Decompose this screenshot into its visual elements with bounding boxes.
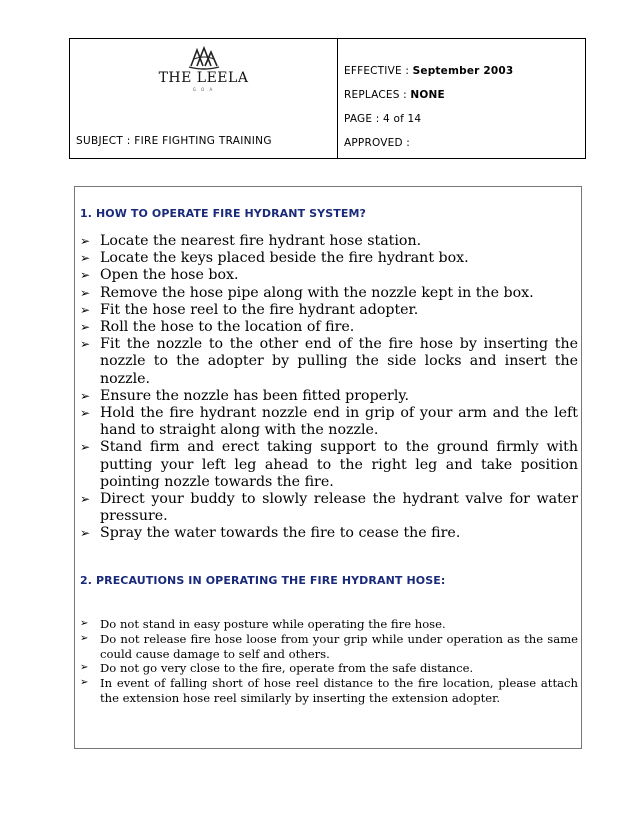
step-text: Roll the hose to the location of fire. xyxy=(100,319,355,336)
document-header xyxy=(69,38,586,159)
list-item xyxy=(80,676,578,706)
arrow-bullet-icon: ➢ xyxy=(80,337,91,352)
list-item xyxy=(80,491,578,525)
list-item xyxy=(80,525,578,542)
arrow-bullet-icon: ➢ xyxy=(80,406,91,421)
step-text: Remove the hose pipe along with the nozzle kept in the box. xyxy=(100,284,534,301)
precaution-text: Do not go very close to the fire, operate from the safe distance. xyxy=(100,661,474,676)
list-item xyxy=(80,233,578,250)
precaution-text: In event of falling short of hose reel distance to the fire location, please attach the extension hose reel similarly by inserting the extension adopter. xyxy=(100,676,578,705)
list-item xyxy=(80,439,578,491)
approved-line: APPROVED : xyxy=(344,137,410,149)
list-item xyxy=(80,302,578,319)
arrow-bullet-icon: ➢ xyxy=(80,268,91,283)
effective-label: EFFECTIVE : xyxy=(344,65,413,77)
step-text: Hold the fire hydrant nozzle end in grip of your arm and the left hand to straight along with the nozzle. xyxy=(100,405,578,439)
list-item xyxy=(80,388,578,405)
arrow-bullet-icon: ➢ xyxy=(80,388,91,403)
step-text: Stand firm and erect taking support to the ground firmly with putting your left leg ahead to the right leg and take position pointing nozzle towards the fire. xyxy=(100,439,578,490)
operation-steps-list xyxy=(80,233,578,543)
section-heading-hydrant-operation: 1. HOW TO OPERATE FIRE HYDRANT SYSTEM? xyxy=(80,207,366,220)
company-logo xyxy=(70,46,337,92)
precaution-text: Do not release fire hose loose from your grip while under operation as the same could cause damage to self and others. xyxy=(100,631,578,661)
precautions-list xyxy=(80,617,578,706)
list-item xyxy=(80,661,578,676)
arrow-bullet-icon: ➢ xyxy=(80,251,91,266)
effective-date xyxy=(344,65,513,77)
precaution-text: Do not stand in easy posture while operating the fire hose. xyxy=(100,617,446,631)
list-item xyxy=(80,405,578,439)
step-text: Ensure the nozzle has been fitted properly. xyxy=(100,387,410,404)
arrow-bullet-icon: ➢ xyxy=(80,677,89,689)
page-number: PAGE : 4 of 14 xyxy=(344,113,422,125)
brand-location: G O A xyxy=(192,87,215,92)
document-subject: SUBJECT : FIRE FIGHTING TRAINING xyxy=(76,135,272,147)
replaces-label: REPLACES : xyxy=(344,89,411,101)
list-item xyxy=(80,319,578,336)
step-text: Fit the nozzle to the other end of the fire hose by inserting the nozzle to the adopter by pulling the side locks and insert the nozzle. xyxy=(100,336,578,387)
arrow-bullet-icon: ➢ xyxy=(80,234,91,248)
brand-name: THE LEELA xyxy=(158,70,249,86)
section-heading-precautions: 2. PRECAUTIONS IN OPERATING THE FIRE HYDRANT HOSE: xyxy=(80,574,446,587)
arrow-bullet-icon: ➢ xyxy=(80,492,91,507)
leela-logo-mark-icon xyxy=(187,46,221,72)
list-item xyxy=(80,632,578,662)
content-box xyxy=(74,186,582,749)
arrow-bullet-icon: ➢ xyxy=(80,526,91,541)
step-text: Direct your buddy to slowly release the hydrant valve for water pressure. xyxy=(100,491,578,525)
arrow-bullet-icon: ➢ xyxy=(80,320,91,335)
header-left-cell xyxy=(70,39,338,158)
step-text: Locate the keys placed beside the fire hydrant box. xyxy=(100,250,469,267)
list-item xyxy=(80,617,578,632)
list-item xyxy=(80,336,578,388)
step-text: Locate the nearest fire hydrant hose station. xyxy=(100,233,422,249)
list-item xyxy=(80,250,578,267)
step-text: Open the hose box. xyxy=(100,267,239,284)
arrow-bullet-icon: ➢ xyxy=(80,632,89,644)
list-item xyxy=(80,267,578,284)
step-text: Spray the water towards the fire to cease the fire. xyxy=(100,525,461,542)
arrow-bullet-icon: ➢ xyxy=(80,285,91,300)
arrow-bullet-icon: ➢ xyxy=(80,440,91,455)
list-item xyxy=(80,285,578,302)
step-text: Fit the hose reel to the fire hydrant adopter. xyxy=(100,301,419,318)
header-right-cell xyxy=(338,39,585,158)
arrow-bullet-icon: ➢ xyxy=(80,662,89,674)
arrow-bullet-icon: ➢ xyxy=(80,302,91,317)
arrow-bullet-icon: ➢ xyxy=(80,618,89,629)
replaces-line xyxy=(344,89,445,101)
replaces-value: NONE xyxy=(410,89,445,101)
effective-value: September 2003 xyxy=(412,65,514,77)
